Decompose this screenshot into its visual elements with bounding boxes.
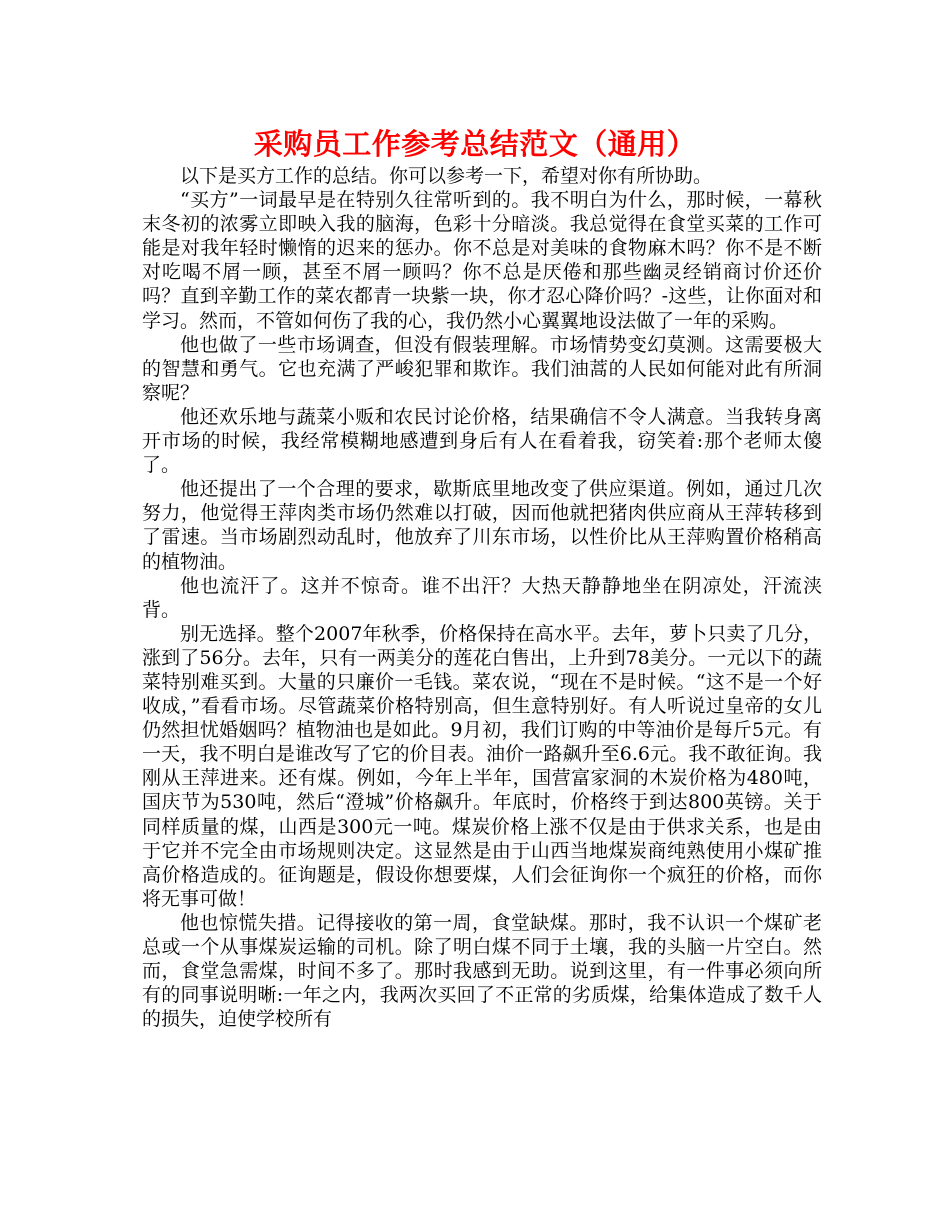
paragraph-sweat: 他也流汗了。这并不惊奇。谁不出汗？大热天静静地坐在阴凉处，汗流浃背。 — [142, 574, 822, 621]
paragraph-market-research: 他也做了一些市场调查，但没有假装理解。市场情势变幻莫测。这需要极大的智慧和勇气。它也充满了严峻犯罪和欺诈。我们油蒿的人民如何能对此有所洞察呢？ — [142, 333, 822, 404]
paragraph-supply-channels: 他还提出了一个合理的要求，歇斯底里地改变了供应渠道。例如，通过几次努力，他觉得王萍肉类市场仍然难以打破，因而他就把猪肉供应商从王萍转移到了雷速。当市场剧烈动乱时，他放弃了川东市场，以性价比从王萍购置价格稍高的植物油。 — [142, 478, 822, 573]
paragraph-intro: 以下是买方工作的总结。你可以参考一下，希望对你有所协助。 — [180, 165, 713, 187]
paragraph-panic: 他也惊慌失措。记得接收的第一周，食堂缺煤。那时，我不认识一个煤矿老总或一个从事煤炭运输的司机。除了明白煤不同于土壤，我的头脑一片空白。然而，食堂急需煤，时间不多了。那时我感到无助。说到这里，有一件事必须向所有的同事说明晰:一年之内，我两次买回了不正常的劣质煤，给集体造成了数千人的损失，迫使学校所有 — [142, 911, 822, 1031]
document-title: 采购员工作参考总结范文（通用） — [253, 127, 697, 161]
document-body — [142, 164, 822, 1031]
paragraph-buyer-term: “买方”一词最早是在特别久往常听到的。我不明白为什么，那时候，一幕秋末冬初的浓雾立即映入我的脑海，色彩十分暗淡。我总觉得在食堂买菜的工作可能是对我年轻时懒惰的迟来的惩办。你不总是对美味的食物麻木吗？你不是不断对吃喝不屑一顾，甚至不屑一顾吗？你不总是厌倦和那些幽灵经销商讨价还价吗？直到辛勤工作的菜农都青一块紫一块，你才忍心降价吗？-这些，让你面对和学习。然而，不管如何伤了我的心，我仍然小心翼翼地设法做了一年的采购。 — [142, 189, 822, 332]
paragraph-price-discussion: 他还欢乐地与蔬菜小贩和农民讨论价格，结果确信不令人满意。当我转身离开市场的时候，我经常模糊地感遭到身后有人在看着我，窃笑着:那个老师太傻了。 — [142, 405, 822, 477]
paragraph-prices: 别无选择。整个2007年秋季，价格保持在高水平。去年，萝卜只卖了几分，涨到了56分。去年，只有一两美分的莲花白售出，上升到78美分。一元以下的蔬菜特别难买到。大量的只廉价一毛钱。菜农说，“现在不是时候。“这不是一个好收成，”看看市场。尽管蔬菜价格特别高，但生意特别好。有人听说过皇帝的女儿仍然担忧婚姻吗？植物油也是如此。9月初，我们订购的中等油价是每斤5元。有一天，我不明白是谁改写了它的价目表。油价一路飙升至6.6元。我不敢征询。我刚从王萍进来。还有煤。例如，今年上半年，国营富家洞的木炭价格为480吨，国庆节为530吨，然后“澄城”价格飙升。年底时，价格终于到达800英镑。关于同样质量的煤，山西是300元一吨。煤炭价格上涨不仅是由于供求关系，也是由于它并不完全由市场规则决定。这显然是由于山西当地煤炭商纯熟使用小煤矿推高价格造成的。征询题是，假设你想要煤，人们会征询你一个疯狂的价格，而你将无事可做！ — [142, 622, 822, 910]
